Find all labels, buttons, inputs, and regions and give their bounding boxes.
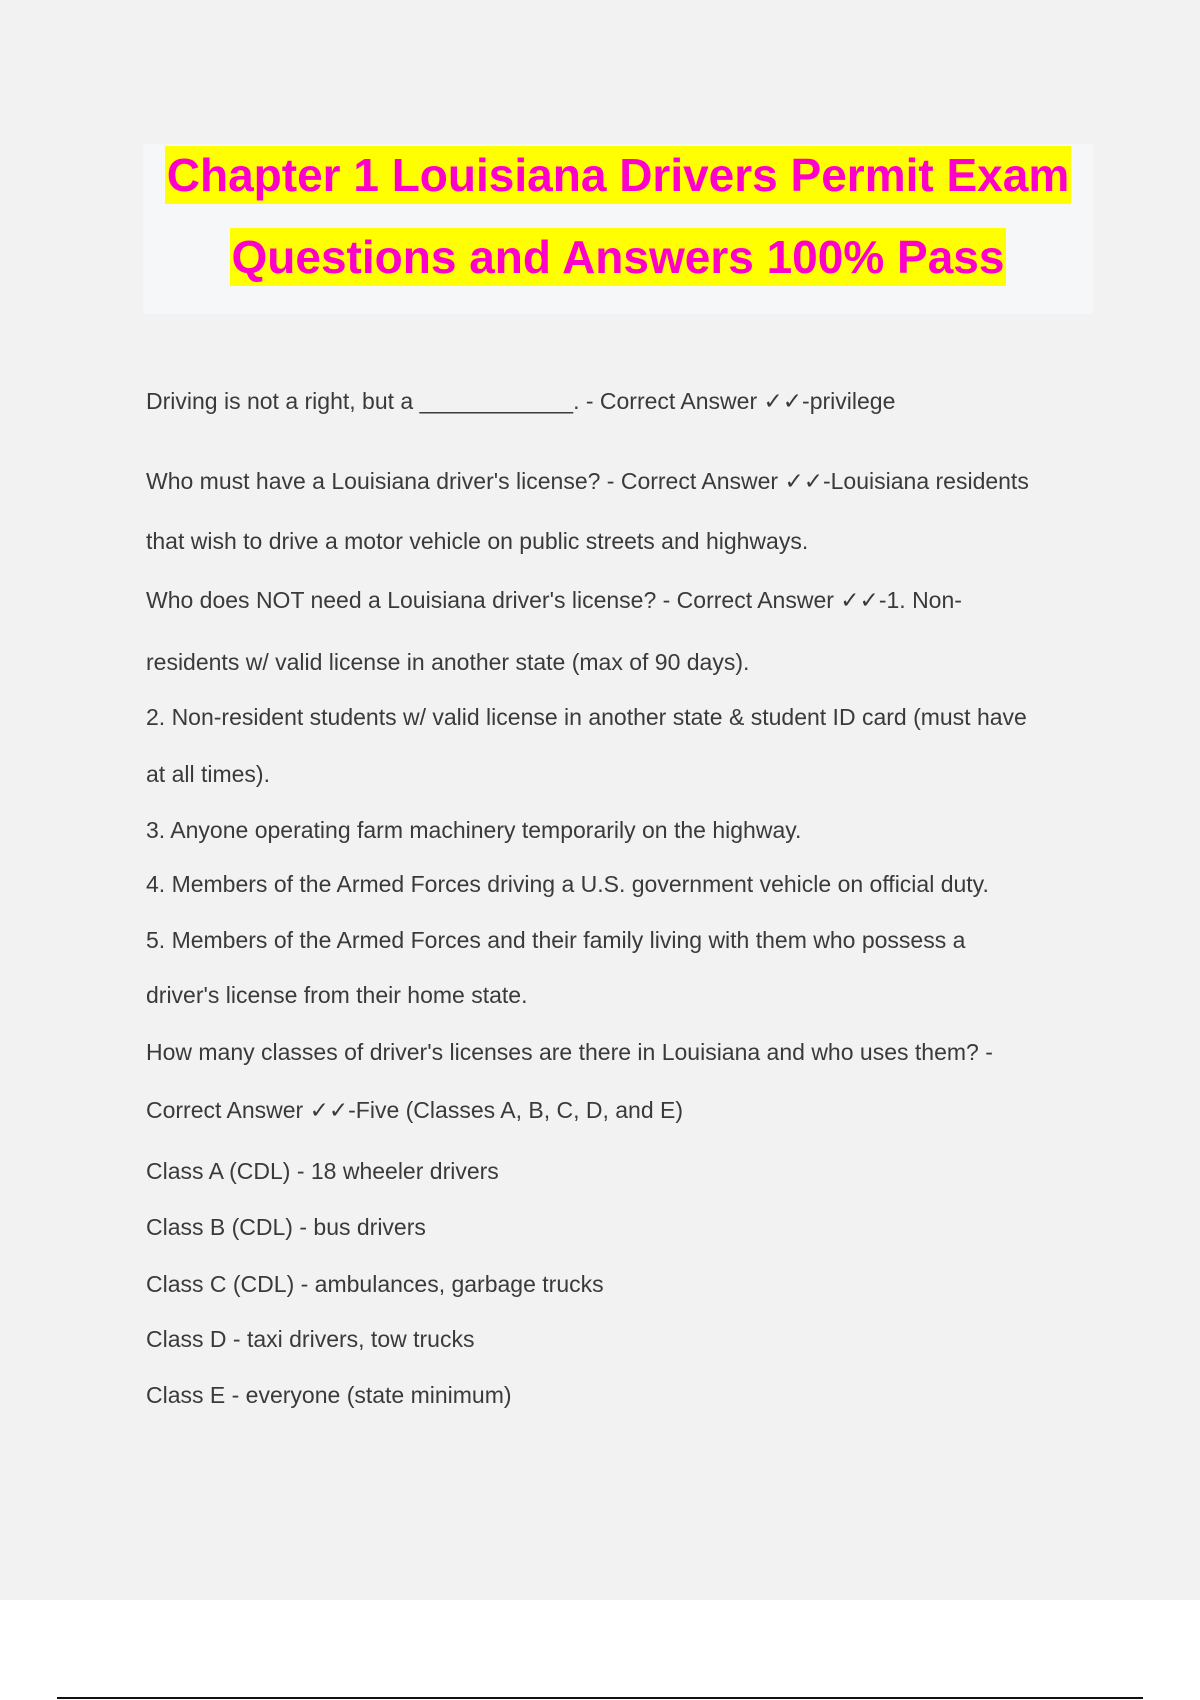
question-license-classes: How many classes of driver's licenses are there in Louisiana and who uses them? - bbox=[146, 1039, 993, 1065]
license-class-item: Class B (CDL) - bus drivers bbox=[146, 1214, 426, 1240]
answer-list-item: 3. Anyone operating farm machinery temporarily on the highway. bbox=[146, 817, 802, 843]
answer-continuation: driver's license from their home state. bbox=[146, 982, 528, 1008]
license-class-item: Class C (CDL) - ambulances, garbage trucks bbox=[146, 1271, 604, 1297]
answer-list-item: 4. Members of the Armed Forces driving a U.S. government vehicle on official duty. bbox=[146, 871, 989, 897]
question-privilege: Driving is not a right, but a ____________. - Correct Answer ✓✓-privilege bbox=[146, 388, 896, 414]
document-title-line-2: Questions and Answers 100% Pass bbox=[230, 228, 1007, 286]
answer-continuation: residents w/ valid license in another state (max of 90 days). bbox=[146, 649, 750, 675]
answer-continuation: that wish to drive a motor vehicle on public streets and highways. bbox=[146, 528, 809, 554]
license-class-item: Class D - taxi drivers, tow trucks bbox=[146, 1326, 475, 1352]
answer-list-item: 2. Non-resident students w/ valid license in another state & student ID card (must have bbox=[146, 704, 1027, 730]
footer-divider bbox=[57, 1697, 1143, 1699]
answer-license-classes: Correct Answer ✓✓-Five (Classes A, B, C, D, and E) bbox=[146, 1097, 684, 1123]
license-class-item: Class E - everyone (state minimum) bbox=[146, 1382, 512, 1408]
question-who-does-not-need-license: Who does NOT need a Louisiana driver's license? - Correct Answer ✓✓-1. Non- bbox=[146, 587, 962, 613]
answer-list-item: 5. Members of the Armed Forces and their family living with them who possess a bbox=[146, 927, 966, 953]
question-who-must-have-license: Who must have a Louisiana driver's license? - Correct Answer ✓✓-Louisiana residents bbox=[146, 468, 1029, 494]
document-title-line-1: Chapter 1 Louisiana Drivers Permit Exam bbox=[165, 146, 1071, 204]
answer-continuation: at all times). bbox=[146, 761, 270, 787]
document-title-block bbox=[143, 144, 1093, 314]
license-class-item: Class A (CDL) - 18 wheeler drivers bbox=[146, 1158, 499, 1184]
